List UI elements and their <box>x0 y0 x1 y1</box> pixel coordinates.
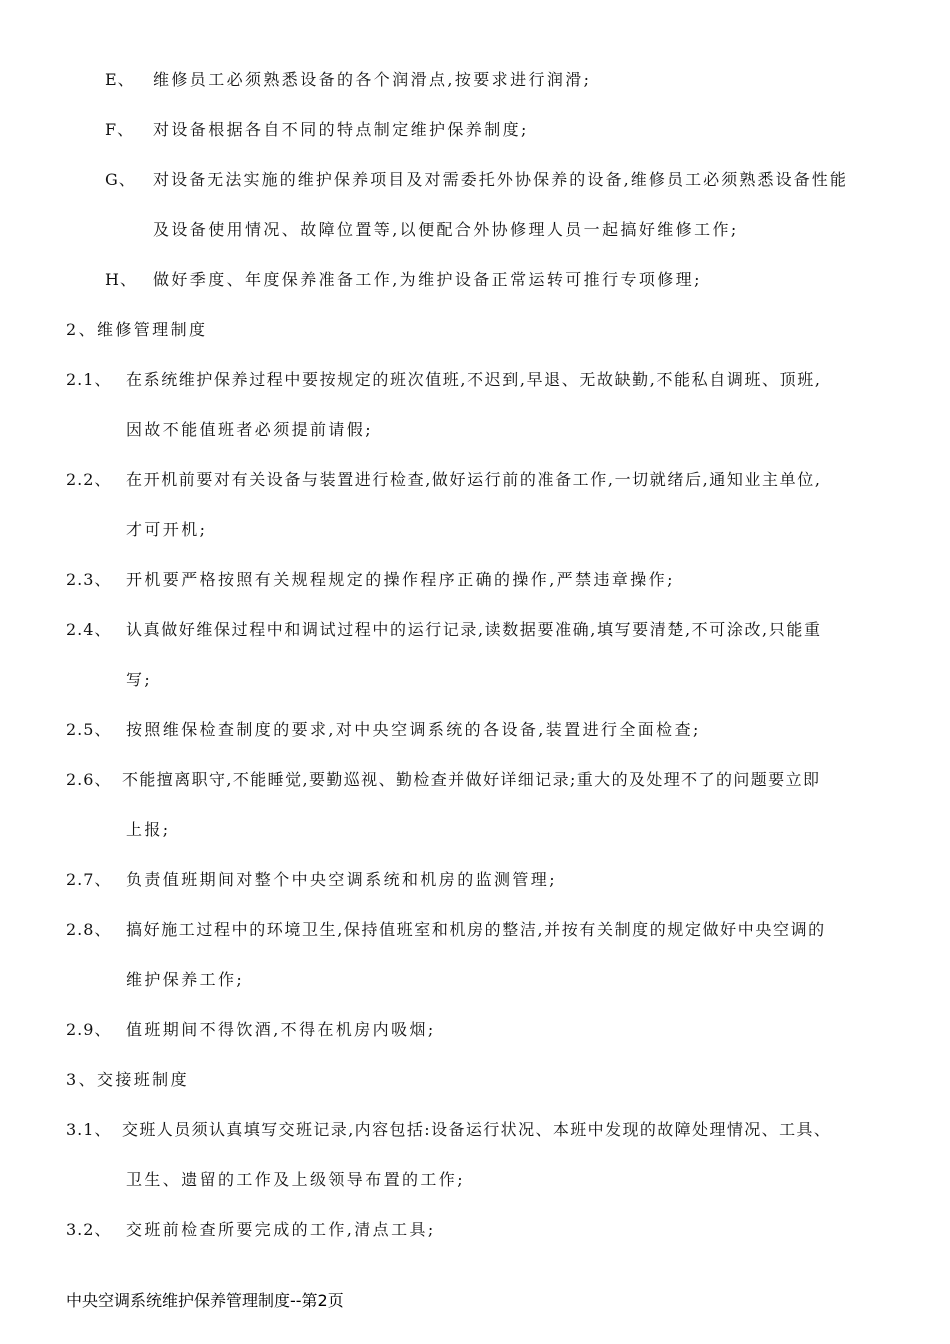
clause-number: 3.1、 <box>66 1120 112 1139</box>
section-heading: 3、交接班制度 <box>66 1070 189 1089</box>
clause-number: 2.7、 <box>66 870 112 889</box>
clause-2-3 <box>66 570 675 590</box>
clause-number: 2.1、 <box>66 370 112 389</box>
clause-2-2-continuation <box>126 520 207 540</box>
item-label: G、 <box>105 170 136 189</box>
clause-2-1 <box>66 370 822 390</box>
item-text-cont: 及设备使用情况、故障位置等,以便配合外协修理人员一起搞好维修工作; <box>153 220 739 239</box>
clause-3-1-continuation <box>126 1170 465 1190</box>
clause-number: 2.6、 <box>66 770 112 789</box>
section-heading: 2、维修管理制度 <box>66 320 208 339</box>
item-f <box>105 120 529 140</box>
clause-2-5 <box>66 720 701 740</box>
clause-text: 认真做好维保过程中和调试过程中的运行记录,读数据要准确,填写要清楚,不可涂改,只能重 <box>126 620 822 639</box>
item-label: H、 <box>105 270 137 289</box>
clause-2-1-continuation <box>126 420 373 440</box>
clause-text: 搞好施工过程中的环境卫生,保持值班室和机房的整洁,并按有关制度的规定做好中央空调的 <box>126 920 826 939</box>
clause-2-4-continuation <box>126 670 152 690</box>
clause-number: 2.2、 <box>66 470 112 489</box>
clause-text: 开机要严格按照有关规程规定的操作程序正确的操作,严禁违章操作; <box>126 570 675 589</box>
clause-number: 2.8、 <box>66 920 112 939</box>
clause-text-cont: 上报; <box>126 820 171 839</box>
clause-number: 2.5、 <box>66 720 112 739</box>
clause-text-cont: 因故不能值班者必须提前请假; <box>126 420 373 439</box>
clause-2-6-continuation <box>126 820 171 840</box>
item-h <box>105 270 702 290</box>
clause-text-cont: 才可开机; <box>126 520 208 539</box>
item-e <box>105 70 591 90</box>
clause-3-2 <box>66 1220 436 1240</box>
item-g-continuation <box>153 220 739 240</box>
item-text: 维修员工必须熟悉设备的各个润滑点,按要求进行润滑; <box>153 70 592 89</box>
item-text: 对设备根据各自不同的特点制定维护保养制度; <box>153 120 529 139</box>
clause-text-cont: 维护保养工作; <box>126 970 245 989</box>
clause-text: 在系统维护保养过程中要按规定的班次值班,不迟到,早退、无故缺勤,不能私自调班、顶班, <box>126 370 822 389</box>
clause-3-1 <box>66 1120 831 1140</box>
clause-text: 交班人员须认真填写交班记录,内容包括:设备运行状况、本班中发现的故障处理情况、工具、 <box>122 1120 832 1139</box>
clause-2-9 <box>66 1020 436 1040</box>
item-label: E、 <box>105 70 135 89</box>
clause-number: 2.4、 <box>66 620 112 639</box>
clause-2-6 <box>66 770 820 790</box>
item-label: F、 <box>105 120 135 139</box>
clause-number: 2.9、 <box>66 1020 112 1039</box>
clause-text-cont: 卫生、遗留的工作及上级领导布置的工作; <box>126 1170 465 1189</box>
clause-text: 值班期间不得饮酒,不得在机房内吸烟; <box>126 1020 436 1039</box>
clause-number: 2.3、 <box>66 570 112 589</box>
clause-2-8-continuation <box>126 970 244 990</box>
clause-2-7 <box>66 870 557 890</box>
clause-2-4 <box>66 620 822 640</box>
clause-2-8 <box>66 920 826 940</box>
clause-text: 不能擅离职守,不能睡觉,要勤巡视、勤检查并做好详细记录;重大的及处理不了的问题要立即 <box>122 770 821 789</box>
clause-2-2 <box>66 470 822 490</box>
clause-text-cont: 写; <box>126 670 153 689</box>
clause-text: 按照维保检查制度的要求,对中央空调系统的各设备,装置进行全面检查; <box>126 720 701 739</box>
page-footer: 中央空调系统维护保养管理制度--第2页 <box>66 1291 344 1310</box>
item-text: 对设备无法实施的维护保养项目及对需委托外协保养的设备,维修员工必须熟悉设备性能 <box>153 170 848 189</box>
clause-text: 负责值班期间对整个中央空调系统和机房的监测管理; <box>126 870 557 889</box>
item-text: 做好季度、年度保养准备工作,为维护设备正常运转可推行专项修理; <box>153 270 702 289</box>
clause-number: 3.2、 <box>66 1220 112 1239</box>
clause-text: 在开机前要对有关设备与装置进行检查,做好运行前的准备工作,一切就绪后,通知业主单位, <box>126 470 822 489</box>
item-g <box>105 170 848 190</box>
clause-text: 交班前检查所要完成的工作,清点工具; <box>126 1220 436 1239</box>
